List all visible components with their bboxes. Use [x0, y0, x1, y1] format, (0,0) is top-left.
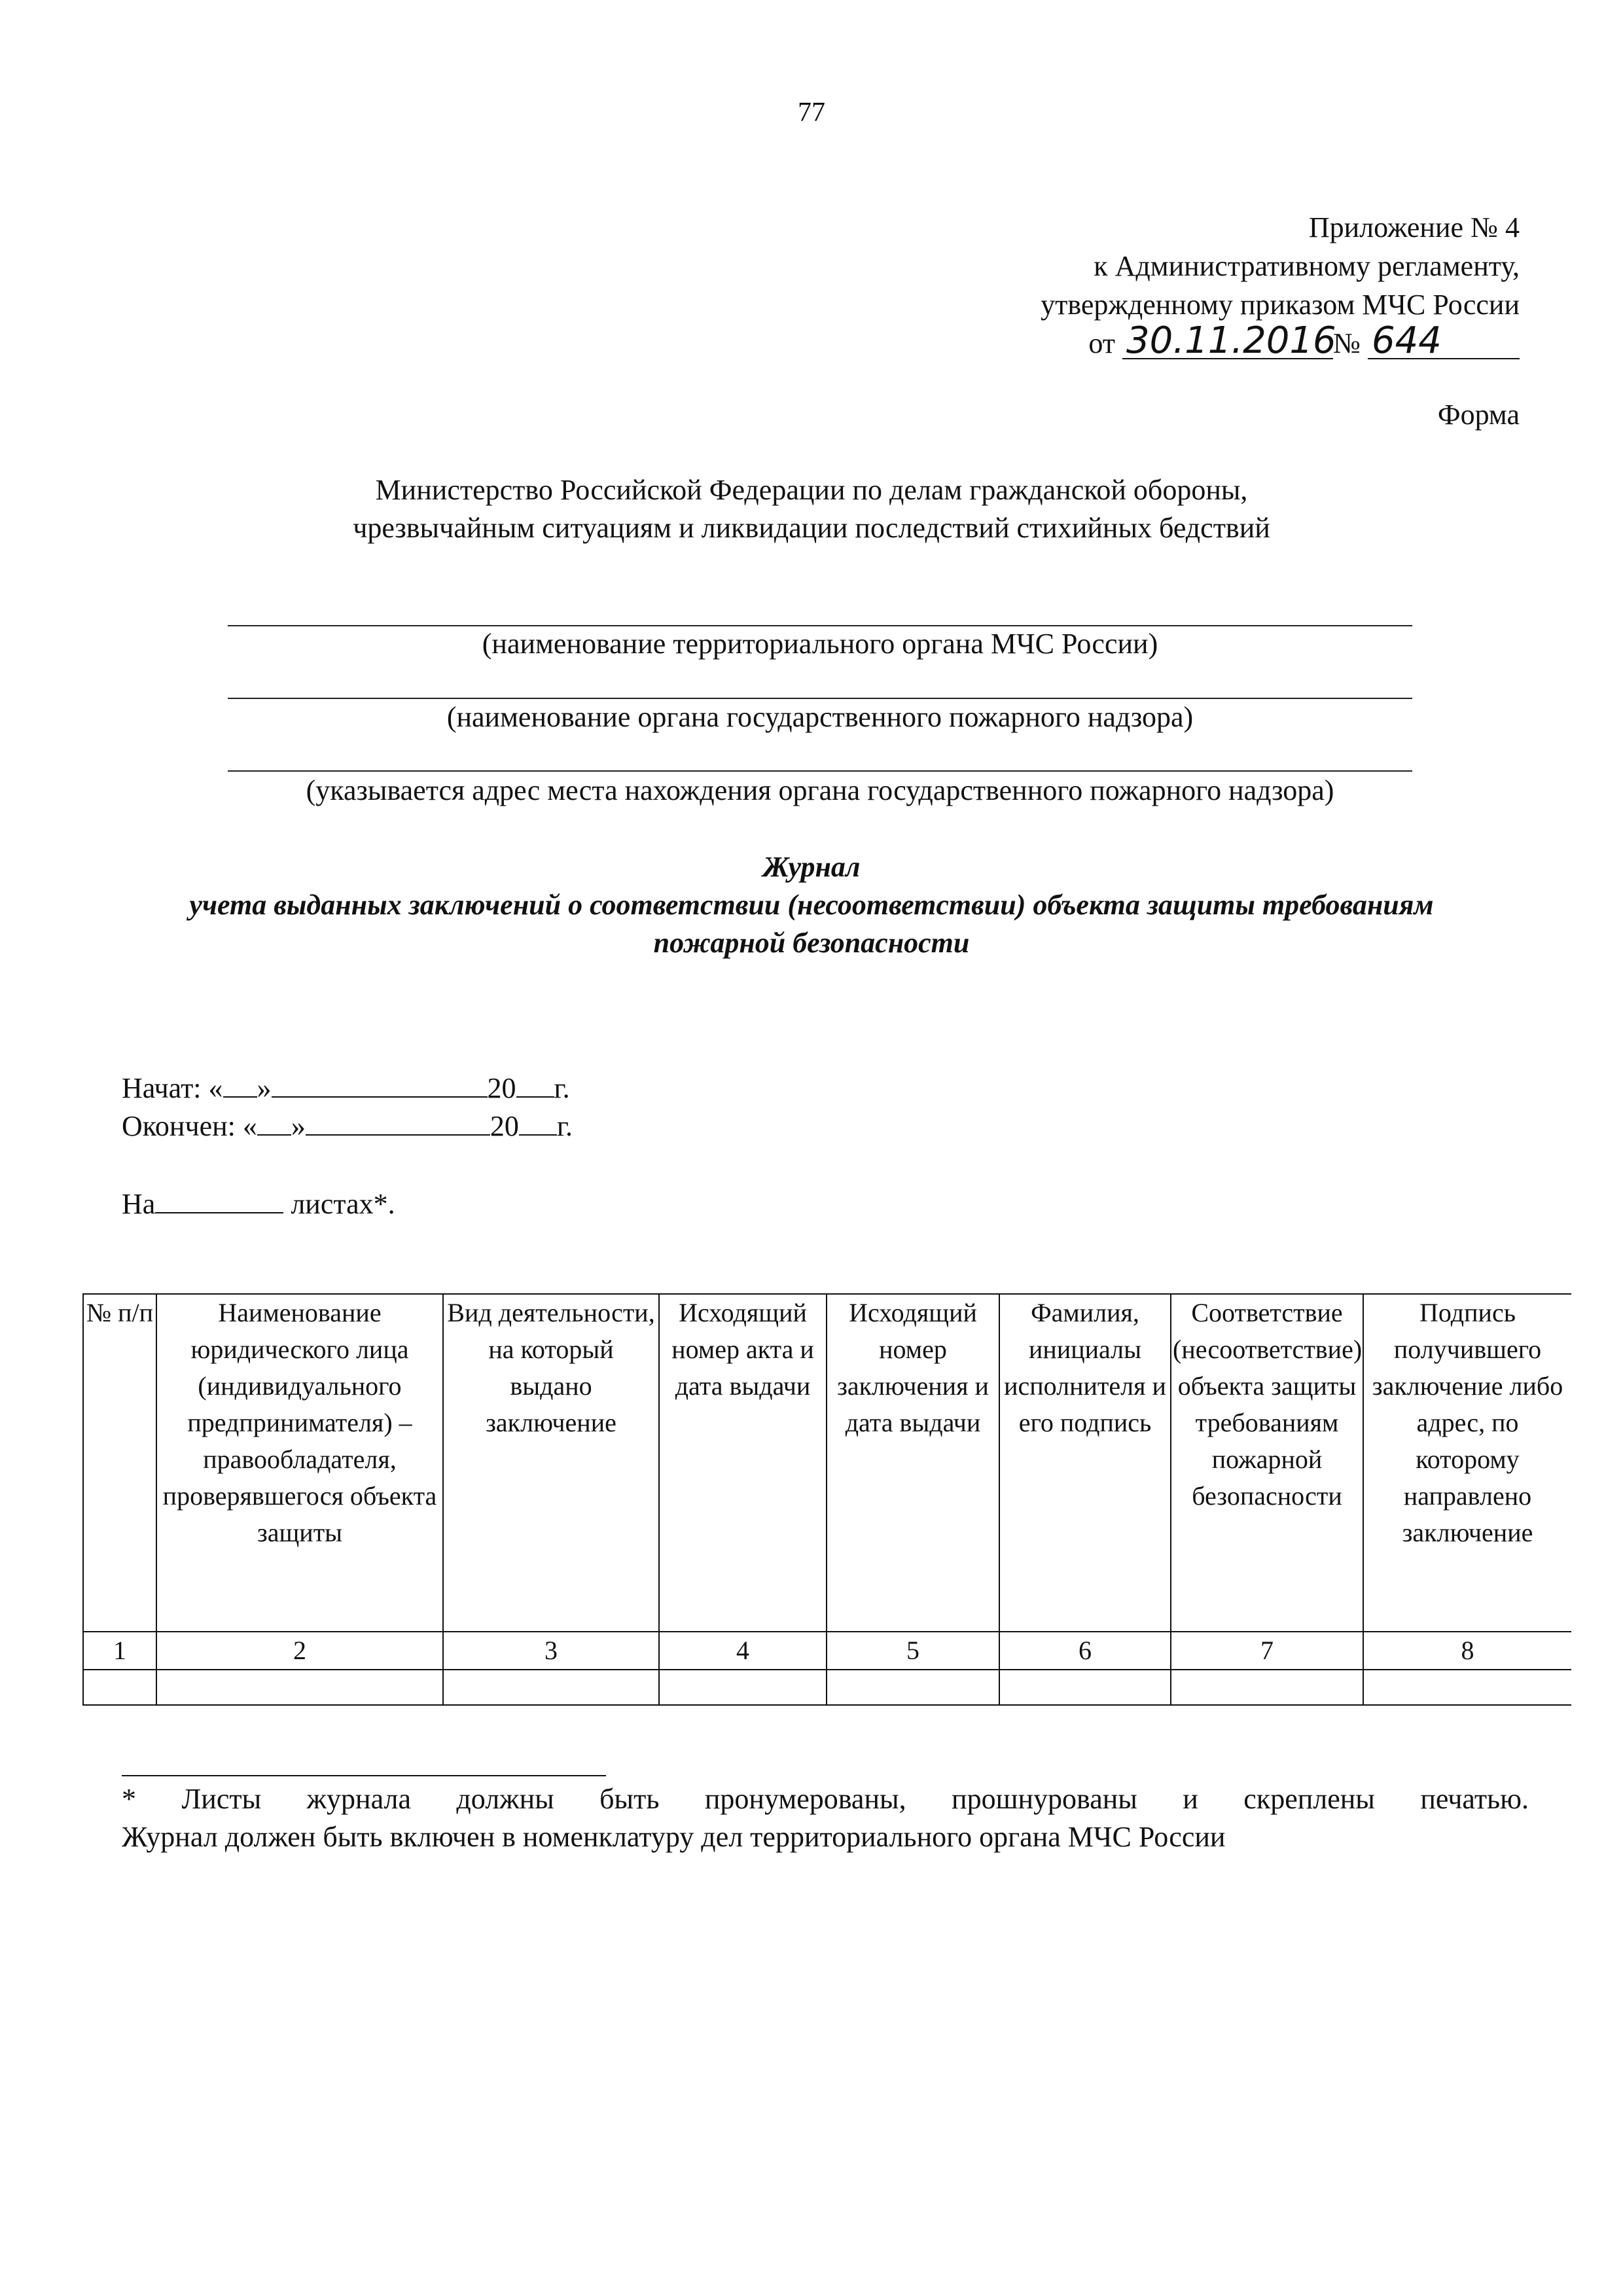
- started-quote-close: »: [257, 1072, 272, 1104]
- footnote-line-1: * Листы журнала должны быть пронумерованы, прошнурованы и скреплены печатью.: [122, 1783, 1529, 1815]
- table-header-row: [83, 1294, 1571, 1632]
- supervision-body-fill-line[interactable]: [228, 698, 1412, 699]
- started-year-prefix: 20: [487, 1072, 516, 1104]
- address-caption: (указывается адрес места нахождения органа государственного пожарного надзора): [306, 774, 1334, 806]
- finished-year-suffix: г.: [556, 1110, 573, 1142]
- table-row: [83, 1670, 1571, 1705]
- table-cell[interactable]: [83, 1670, 156, 1705]
- handwritten-date: 30.11.2016: [1122, 324, 1333, 359]
- footnote: [122, 1780, 1529, 1856]
- journal-title-line-2: учета выданных заключений о соответствии (несоответствии) объекта защиты требованиям: [189, 889, 1434, 921]
- started-year-suffix: г.: [554, 1072, 570, 1104]
- started-label: Начат: «: [122, 1072, 223, 1104]
- column-number: 3: [443, 1632, 659, 1670]
- column-number: 2: [156, 1632, 443, 1670]
- appendix-date-line: [1041, 319, 1520, 363]
- table-cell[interactable]: [827, 1670, 999, 1705]
- supervision-body-caption: (наименование органа государственного пожарного надзора): [446, 701, 1194, 733]
- finished-line: [122, 1107, 573, 1145]
- column-number-row: [83, 1632, 1571, 1670]
- finished-year-prefix: 20: [490, 1110, 519, 1142]
- ministry-line-1: Министерство Российской Федерации по делам гражданской обороны,: [375, 474, 1248, 506]
- column-number: 7: [1171, 1632, 1363, 1670]
- journal-dates: [122, 1069, 573, 1145]
- handwritten-number: 644: [1368, 324, 1520, 359]
- finished-year-field[interactable]: [519, 1108, 557, 1136]
- header-number: № п/п: [83, 1294, 156, 1632]
- finished-quote-close: »: [291, 1110, 306, 1142]
- form-label: Форма: [1437, 399, 1520, 431]
- appendix-reference: к Административному регламенту,: [1094, 250, 1520, 282]
- table-cell[interactable]: [1171, 1670, 1363, 1705]
- header-recipient-signature: Подпись получившего заключение либо адрес, по которому направлено заключение: [1363, 1294, 1571, 1632]
- started-year-field[interactable]: [516, 1070, 554, 1098]
- table-cell[interactable]: [1363, 1670, 1571, 1705]
- journal-table: [82, 1293, 1571, 1706]
- header-act-number: Исходящий номер акта и дата выдачи: [659, 1294, 827, 1632]
- page-number: 77: [798, 98, 825, 128]
- header-activity-type: Вид деятельности, на который выдано заключение: [443, 1294, 659, 1632]
- journal-title-line-1: Журнал: [762, 851, 861, 883]
- column-number: 8: [1363, 1632, 1571, 1670]
- header-executor: Фамилия, инициалы исполнителя и его подпись: [999, 1294, 1171, 1632]
- table-cell[interactable]: [999, 1670, 1171, 1705]
- sheets-count-field[interactable]: [155, 1186, 283, 1213]
- started-line: [122, 1069, 573, 1107]
- header-compliance: Соответствие (несоответствие) объекта защиты требованиям пожарной безопасности: [1171, 1294, 1363, 1632]
- column-number: 1: [83, 1632, 156, 1670]
- appendix-approval: утвержденному приказом МЧС России: [1041, 289, 1520, 321]
- date-prefix: от: [1088, 327, 1116, 359]
- table-cell[interactable]: [156, 1670, 443, 1705]
- footnote-line-2: Журнал должен быть включен в номенклатуру дел территориального органа МЧС России: [122, 1821, 1226, 1853]
- appendix-title: Приложение № 4: [1308, 211, 1520, 243]
- table-cell[interactable]: [659, 1670, 827, 1705]
- sheets-count-line: [122, 1186, 395, 1221]
- started-day-field[interactable]: [223, 1070, 257, 1098]
- finished-month-field[interactable]: [306, 1108, 490, 1136]
- number-sign: №: [1333, 327, 1361, 359]
- journal-title-line-3: пожарной безопасности: [653, 927, 970, 959]
- territorial-body-caption: (наименование территориального органа МЧС России): [482, 628, 1158, 660]
- started-month-field[interactable]: [272, 1070, 488, 1098]
- address-fill-line[interactable]: [228, 770, 1412, 772]
- table-cell[interactable]: [443, 1670, 659, 1705]
- finished-label: Окончен: «: [122, 1110, 257, 1142]
- journal-title: [0, 848, 1623, 962]
- finished-day-field[interactable]: [257, 1108, 291, 1136]
- territorial-body-fill-line[interactable]: [228, 625, 1412, 626]
- column-number: 4: [659, 1632, 827, 1670]
- ministry-name: [0, 471, 1623, 547]
- header-conclusion-number: Исходящий номер заключения и дата выдачи: [827, 1294, 999, 1632]
- column-number: 5: [827, 1632, 999, 1670]
- sheets-prefix: На: [122, 1188, 156, 1220]
- column-number: 6: [999, 1632, 1171, 1670]
- footnote-separator: [122, 1775, 606, 1776]
- header-legal-entity: Наименование юридического лица (индивидуального предпринимателя) – правообладателя, проверявшегося объекта защиты: [156, 1294, 443, 1632]
- sheets-suffix: листах*.: [291, 1188, 395, 1220]
- ministry-line-2: чрезвычайным ситуациям и ликвидации последствий стихийных бедствий: [353, 512, 1270, 544]
- appendix-block: [1041, 208, 1520, 363]
